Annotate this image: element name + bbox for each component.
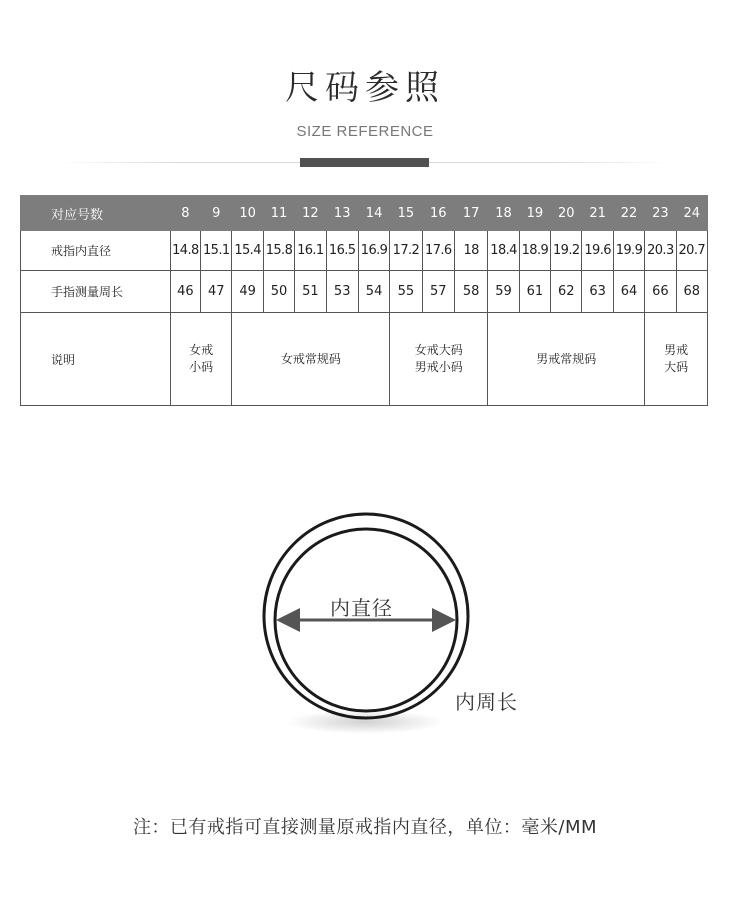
measurement-footnote: 注：已有戒指可直接测量原戒指内直径，单位：毫米/MM — [132, 817, 598, 838]
inner-diameter-cell: 19.6 — [582, 231, 613, 271]
inner-diameter-cell: 19.9 — [613, 231, 644, 271]
size-number-cell: 19 — [519, 196, 550, 231]
size-number-cell: 13 — [326, 196, 358, 231]
note-line: 女戒 — [189, 343, 214, 357]
circumference-cell: 59 — [488, 271, 519, 313]
note-line: 男戒小码 — [414, 360, 463, 374]
size-number-cell: 17 — [455, 196, 488, 231]
inner-diameter-cell: 16.1 — [295, 231, 326, 271]
size-number-cell: 24 — [676, 196, 707, 231]
size-number-cell: 20 — [551, 196, 582, 231]
size-number-cell: 21 — [582, 196, 613, 231]
inner-diameter-cell: 17.6 — [422, 231, 454, 271]
inner-diameter-cell: 14.8 — [170, 231, 200, 271]
size-number-cell: 10 — [232, 196, 263, 231]
inner-diameter-cell: 15.1 — [201, 231, 232, 271]
inner-diameter-cell: 16.9 — [358, 231, 389, 271]
inner-diameter-row — [21, 231, 708, 271]
size-reference-table — [20, 195, 708, 406]
size-number-cell: 12 — [295, 196, 326, 231]
note-women-small — [170, 313, 232, 406]
title-divider-bar — [300, 158, 429, 167]
inner-diameter-cell: 20.7 — [676, 231, 707, 271]
size-number-cell: 11 — [263, 196, 294, 231]
inner-diameter-cell: 15.4 — [232, 231, 263, 271]
circumference-cell: 62 — [551, 271, 582, 313]
size-number-row — [21, 196, 708, 231]
notes-row — [21, 313, 708, 406]
note-line: 小码 — [189, 360, 214, 374]
finger-circumference-row — [21, 271, 708, 313]
ring-shadow — [285, 710, 445, 734]
note-line: 大码 — [664, 360, 689, 374]
inner-diameter-cell: 18.9 — [519, 231, 550, 271]
size-number-label: 对应号数 — [21, 196, 171, 231]
note-line: 女戒大码 — [414, 343, 463, 357]
circumference-cell: 64 — [613, 271, 644, 313]
inner-diameter-cell: 19.2 — [551, 231, 582, 271]
inner-diameter-cell: 18 — [455, 231, 488, 271]
circumference-cell: 51 — [295, 271, 326, 313]
page-title: 尺码参照 — [285, 68, 445, 108]
circumference-cell: 49 — [232, 271, 263, 313]
size-number-cell: 15 — [390, 196, 422, 231]
size-number-cell: 14 — [358, 196, 389, 231]
circumference-cell: 55 — [390, 271, 422, 313]
size-number-cell: 8 — [170, 196, 200, 231]
inner-diameter-caption: 内直径 — [330, 596, 393, 620]
note-men-large — [645, 313, 708, 406]
circumference-cell: 57 — [422, 271, 454, 313]
circumference-cell: 68 — [676, 271, 707, 313]
note-line: 男戒 — [664, 343, 689, 357]
size-number-cell: 16 — [422, 196, 454, 231]
inner-circumference-caption: 内周长 — [455, 690, 518, 714]
size-number-cell: 22 — [613, 196, 644, 231]
inner-diameter-label: 戒指内直径 — [21, 231, 171, 271]
finger-circumference-label: 手指测量周长 — [21, 271, 171, 313]
circumference-cell: 61 — [519, 271, 550, 313]
circumference-cell: 50 — [263, 271, 294, 313]
inner-diameter-cell: 20.3 — [645, 231, 676, 271]
note-line: 女戒常规码 — [280, 351, 341, 366]
note-men-regular — [488, 313, 645, 406]
notes-label: 说明 — [21, 313, 171, 406]
circumference-cell: 53 — [326, 271, 358, 313]
inner-diameter-cell: 18.4 — [488, 231, 519, 271]
inner-diameter-cell: 17.2 — [390, 231, 422, 271]
circumference-cell: 54 — [358, 271, 389, 313]
size-number-cell: 23 — [645, 196, 676, 231]
note-women-regular — [232, 313, 390, 406]
inner-diameter-cell: 15.8 — [263, 231, 294, 271]
inner-diameter-cell: 16.5 — [326, 231, 358, 271]
circumference-cell: 47 — [201, 271, 232, 313]
circumference-cell: 63 — [582, 271, 613, 313]
page-subtitle: SIZE REFERENCE — [296, 123, 434, 140]
circumference-cell: 46 — [170, 271, 200, 313]
note-women-large-men-small — [390, 313, 488, 406]
circumference-cell: 58 — [455, 271, 488, 313]
note-line: 男戒常规码 — [536, 351, 597, 366]
size-number-cell: 18 — [488, 196, 519, 231]
circumference-cell: 66 — [645, 271, 676, 313]
size-number-cell: 9 — [201, 196, 232, 231]
